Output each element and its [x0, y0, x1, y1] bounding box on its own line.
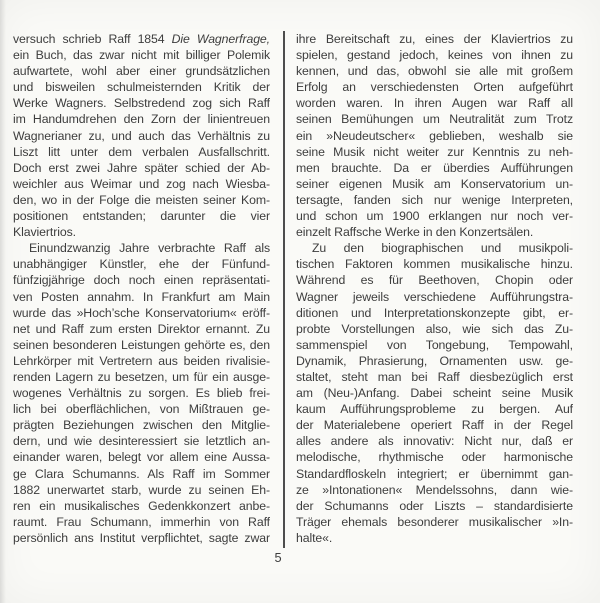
- page-number: 5: [274, 550, 282, 565]
- text-segment: 1882 unerwartet starb, wurde zu seinen Eh-: [13, 482, 270, 497]
- text-segment: seine Musik nicht weiter zur Kenntnis zu neh-: [296, 144, 573, 159]
- text-line: [13, 79, 270, 95]
- text-segment: renden Lagern zu besetzen, um für ein ausge-: [13, 369, 270, 384]
- text-segment: seinen Bemühungen um Neutralität zum Trotz: [296, 112, 573, 127]
- text-segment: Lehrkörper mit Vertretern aus beiden rivalisie-: [13, 353, 270, 368]
- text-segment: im Handumdrehen den Zorn der linientreuen: [13, 112, 270, 127]
- text-line: [296, 128, 573, 144]
- text-line: [296, 31, 573, 47]
- text-line: [13, 47, 270, 63]
- text-line: [296, 289, 573, 305]
- text-segment: melodische, rhythmische oder harmonische: [296, 450, 573, 465]
- text-line: [13, 321, 270, 337]
- text-segment: weichler aus Weimar und zog nach Wiesba-: [13, 176, 270, 191]
- text-segment: alles andere als innovativ: Nicht nur, daß er: [296, 434, 573, 449]
- text-segment: Erfolg an verschiedensten Orten aufgeführt: [296, 80, 573, 95]
- text-line: [296, 369, 573, 385]
- text-line: [13, 272, 270, 288]
- text-segment: wogenes Verhältnis zu sorgen. Es blieb frei-: [13, 386, 270, 401]
- text-segment: seiner eigenen Musik am Konservatorium un-: [296, 176, 573, 191]
- text-segment: halte«.: [296, 530, 333, 545]
- text-line: [13, 224, 270, 240]
- text-segment: ge Clara Schumanns. Als Raff im Sommer: [13, 466, 270, 481]
- text-line: [13, 401, 270, 417]
- text-line: [296, 160, 573, 176]
- right-text-column: [296, 31, 573, 546]
- text-line: [296, 192, 573, 208]
- text-segment: ditionen und Interpretationskonzepte gibt, er-: [296, 305, 573, 320]
- text-segment: lich bei oberflächlichen, von Mißtrauen ge-: [13, 402, 270, 417]
- text-segment: men brauchte. Da er überdies Aufführungen: [296, 160, 573, 175]
- text-segment: ven Posten annahm. In Frankfurt am Main: [13, 289, 270, 304]
- text-line: [13, 466, 270, 482]
- text-line: [296, 79, 573, 95]
- text-line: [13, 95, 270, 111]
- text-line: [13, 208, 270, 224]
- text-segment: Wagner jeweils verschiedene Aufführungstra-: [296, 289, 573, 304]
- text-line: [13, 111, 270, 127]
- text-line: [296, 433, 573, 449]
- left-text-column: [13, 31, 270, 546]
- text-line: [13, 31, 270, 47]
- text-line: [296, 401, 573, 417]
- text-line: [296, 63, 573, 79]
- text-line: [296, 111, 573, 127]
- text-line: [296, 256, 573, 272]
- text-segment: Einundzwanzig Jahre verbrachte Raff als: [29, 241, 270, 256]
- text-segment: Klaviertrios.: [13, 225, 76, 240]
- text-segment: spielen, gestand jedoch, keines von ihnen zu: [296, 48, 573, 63]
- text-segment: Zu den biographischen und musikpoli-: [312, 241, 573, 256]
- text-segment: Doch erst zwei Jahre später schied der Ab-: [13, 160, 270, 175]
- text-line: [13, 289, 270, 305]
- text-line: [13, 514, 270, 530]
- text-segment: ein »Neudeutscher« geblieben, weshalb sie: [296, 128, 573, 143]
- text-line: [296, 385, 573, 401]
- text-segment: Wagnerianer zu, und auch das Verhältnis zu: [13, 128, 270, 143]
- text-line: [296, 482, 573, 498]
- text-segment: dern, und wie desinteressiert sie letztlich an-: [13, 434, 270, 449]
- text-segment: aufwartete, wohl aber einer grundsätzlichen: [13, 64, 270, 79]
- text-line: [13, 353, 270, 369]
- text-segment: und bisweilen schulmeisternden Kritik der: [13, 80, 270, 95]
- text-line: [13, 417, 270, 433]
- text-line: [13, 498, 270, 514]
- text-segment: der Materialebene operiert Raff in der Regel: [296, 418, 573, 433]
- text-segment: wurde das »Hoch’sche Konservatorium« eröff-: [13, 305, 270, 320]
- text-line: [13, 256, 270, 272]
- text-segment: versuch schrieb Raff 1854: [13, 32, 172, 46]
- text-segment: Träger ehemals besonderer musikalischer »In-: [296, 514, 573, 529]
- text-segment: persönlich ans Institut verpflichtet, sagte zwar: [13, 530, 270, 545]
- text-segment: positionen entstanden; darunter die vier: [13, 209, 270, 224]
- text-segment: seinen besonderen Leistungen gehörte es, den: [13, 337, 270, 352]
- text-line: [13, 176, 270, 192]
- text-line: [13, 128, 270, 144]
- text-line: [296, 224, 573, 240]
- text-segment: kennen, und das, obwohl sie alle mit großem: [296, 64, 573, 79]
- text-line: [13, 337, 270, 353]
- text-segment: Dynamik, Phrasierung, Ornamenten usw. ge-: [296, 353, 573, 368]
- text-line: [296, 305, 573, 321]
- text-segment: Während es für Beethoven, Chopin oder: [296, 273, 573, 288]
- text-line: [296, 95, 573, 111]
- text-segment: der Schumanns oder Liszts – standardisierte: [296, 498, 573, 513]
- text-line: [13, 482, 270, 498]
- text-line: [13, 192, 270, 208]
- text-segment: einzelt Raffsche Werke in den Konzertsälen.: [296, 225, 534, 240]
- text-segment: einander waren, belegt vor allem eine Aussa-: [13, 450, 270, 465]
- text-segment: prägten Beziehungen zwischen den Mitglie-: [13, 418, 270, 433]
- text-segment: unabhängiger Künstler, ehe der Fünfund-: [13, 257, 270, 272]
- text-segment: ein Buch, das zwar nicht mit billiger Polemik: [13, 48, 270, 63]
- text-segment: ihre Bereitschaft zu, eines der Klaviertrios zu: [296, 32, 573, 46]
- text-segment: ze »Intonationen« Mendelssohns, dann wie-: [296, 482, 573, 497]
- text-segment: den, wo in der Folge die meisten seiner Kom-: [13, 192, 270, 207]
- text-line: [296, 417, 573, 433]
- text-line: [13, 433, 270, 449]
- text-segment: ren ein musikalisches Gedenkkonzert anbe-: [13, 498, 270, 513]
- text-line: [13, 449, 270, 465]
- text-segment: raumt. Frau Schumann, immerhin von Raff: [13, 514, 270, 529]
- text-line: [13, 63, 270, 79]
- text-line: [13, 305, 270, 321]
- text-segment: probte Vorstellungen also, wie sich das Zu-: [296, 321, 573, 336]
- text-segment: und schon um 1900 erklangen nur noch ver-: [296, 209, 573, 224]
- italic-text-segment: Die Wagnerfrage,: [171, 32, 270, 46]
- text-segment: net und Raff zum ersten Direktor ernannt. Zu: [13, 321, 270, 336]
- text-line: [13, 530, 270, 546]
- text-segment: worden waren. In ihren Augen war Raff all: [296, 96, 573, 111]
- text-line: [296, 208, 573, 224]
- text-segment: Standardfloskeln integriert; er übernimmt gan-: [296, 466, 573, 481]
- column-divider-rule: [283, 31, 285, 548]
- text-line: [296, 321, 573, 337]
- text-line: [296, 498, 573, 514]
- text-line: [296, 530, 573, 546]
- text-line: [296, 449, 573, 465]
- text-line: [296, 240, 573, 256]
- text-line: [296, 176, 573, 192]
- text-segment: tischen Faktoren kommen musikalische hinzu.: [296, 257, 573, 272]
- text-line: [296, 337, 573, 353]
- text-line: [296, 466, 573, 482]
- text-line: [13, 385, 270, 401]
- text-line: [296, 272, 573, 288]
- text-segment: sammenspiel von Tongebung, Tempowahl,: [296, 337, 573, 352]
- text-line: [13, 369, 270, 385]
- text-line: [13, 160, 270, 176]
- text-line: [296, 144, 573, 160]
- text-line: [13, 144, 270, 160]
- text-line: [296, 353, 573, 369]
- text-segment: fünfzigjährige doch noch einen repräsentati-: [13, 273, 270, 288]
- text-line: [13, 240, 270, 256]
- text-segment: tersagte, fanden sich nur wenige Interpreten,: [296, 192, 573, 207]
- text-segment: staltet, steht man bei Raff diesbezüglich erst: [296, 369, 573, 384]
- text-line: [296, 47, 573, 63]
- text-segment: kaum Aufführungsprobleme zu bergen. Auf: [296, 402, 573, 417]
- text-segment: Werke Wagners. Selbstredend zog sich Raff: [13, 96, 270, 111]
- text-segment: Liszt litt unter dem verbalen Ausfallschritt.: [13, 144, 270, 159]
- text-segment: am (Neu-)Anfang. Dabei scheint seine Musik: [296, 386, 573, 401]
- text-line: [296, 514, 573, 530]
